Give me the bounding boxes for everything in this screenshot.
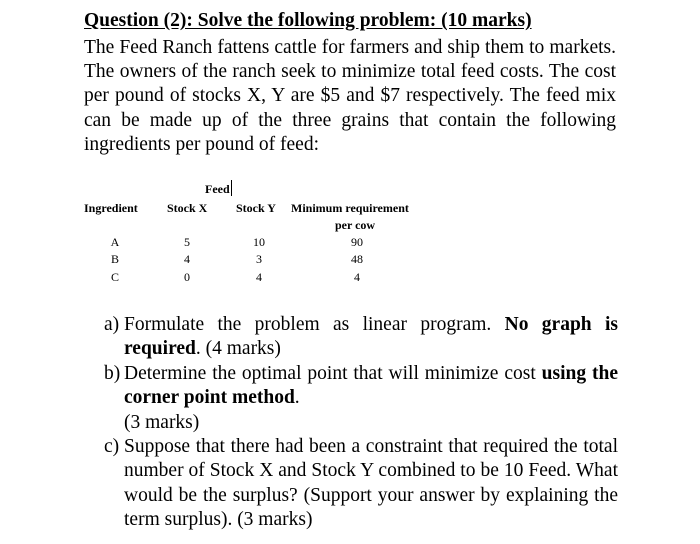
part-b-bold: using the corner point method <box>124 362 618 409</box>
part-a-marks: . (4 marks) <box>195 338 281 360</box>
part-b-period: . <box>294 387 300 409</box>
problem-statement: The Feed Ranch fattens cattle for farmers and ship them to markets. The owners of the ranch seek to minimize total feed costs. The cost per pound of stocks X, Y are $5 and $7 respectively. The feed mix can be made up of the three grains that contain the following ingredients per pound of feed: <box>84 37 616 155</box>
part-b-marks: (3 marks) <box>124 411 200 433</box>
header-min-requirement: Minimum requirement <box>291 201 409 215</box>
question-title: Question (2): Solve the following problem: (10 marks) <box>84 10 532 31</box>
table-cell-ingredient: B <box>110 252 119 266</box>
table-cell-min: 48 <box>351 252 363 266</box>
part-b-text: Determine the optimal point that will minimize cost <box>124 362 542 384</box>
table-cell-stock-x: 5 <box>184 235 190 249</box>
part-b-label: b) <box>104 362 121 384</box>
question-parts <box>104 313 618 533</box>
header-stock-y: Stock Y <box>236 201 276 215</box>
part-c-label: c) <box>104 436 120 458</box>
table-cell-stock-y: 3 <box>256 252 262 266</box>
feed-group-header: Feed <box>205 180 232 196</box>
header-per-cow: per cow <box>335 218 376 232</box>
part-c <box>104 435 618 533</box>
part-c-text: Suppose that there had been a constraint that required the total number of Stock X and Stock Y combined to be 10 Feed. What would be the surplus? (Support your answer by explaining the term surplus). (3 marks) <box>124 436 618 531</box>
table-cell-min: 90 <box>351 235 363 249</box>
part-a-bold: No graph is required <box>124 314 619 360</box>
table-cell-stock-y: 10 <box>253 235 265 249</box>
table-cell-ingredient: A <box>110 235 120 249</box>
part-a-label: a) <box>104 314 120 335</box>
header-ingredient: Ingredient <box>84 201 138 215</box>
table-cell-stock-x: 0 <box>184 270 190 284</box>
table-cell-min: 4 <box>354 270 360 284</box>
text-cursor <box>231 180 232 196</box>
table-cell-ingredient: C <box>110 270 119 284</box>
table-cell-stock-y: 4 <box>256 270 262 284</box>
header-stock-x: Stock X <box>167 201 208 215</box>
part-b <box>104 362 618 435</box>
part-a-text: Formulate the problem as linear program. <box>124 314 505 335</box>
part-a <box>104 313 618 362</box>
table-cell-stock-x: 4 <box>184 252 190 266</box>
